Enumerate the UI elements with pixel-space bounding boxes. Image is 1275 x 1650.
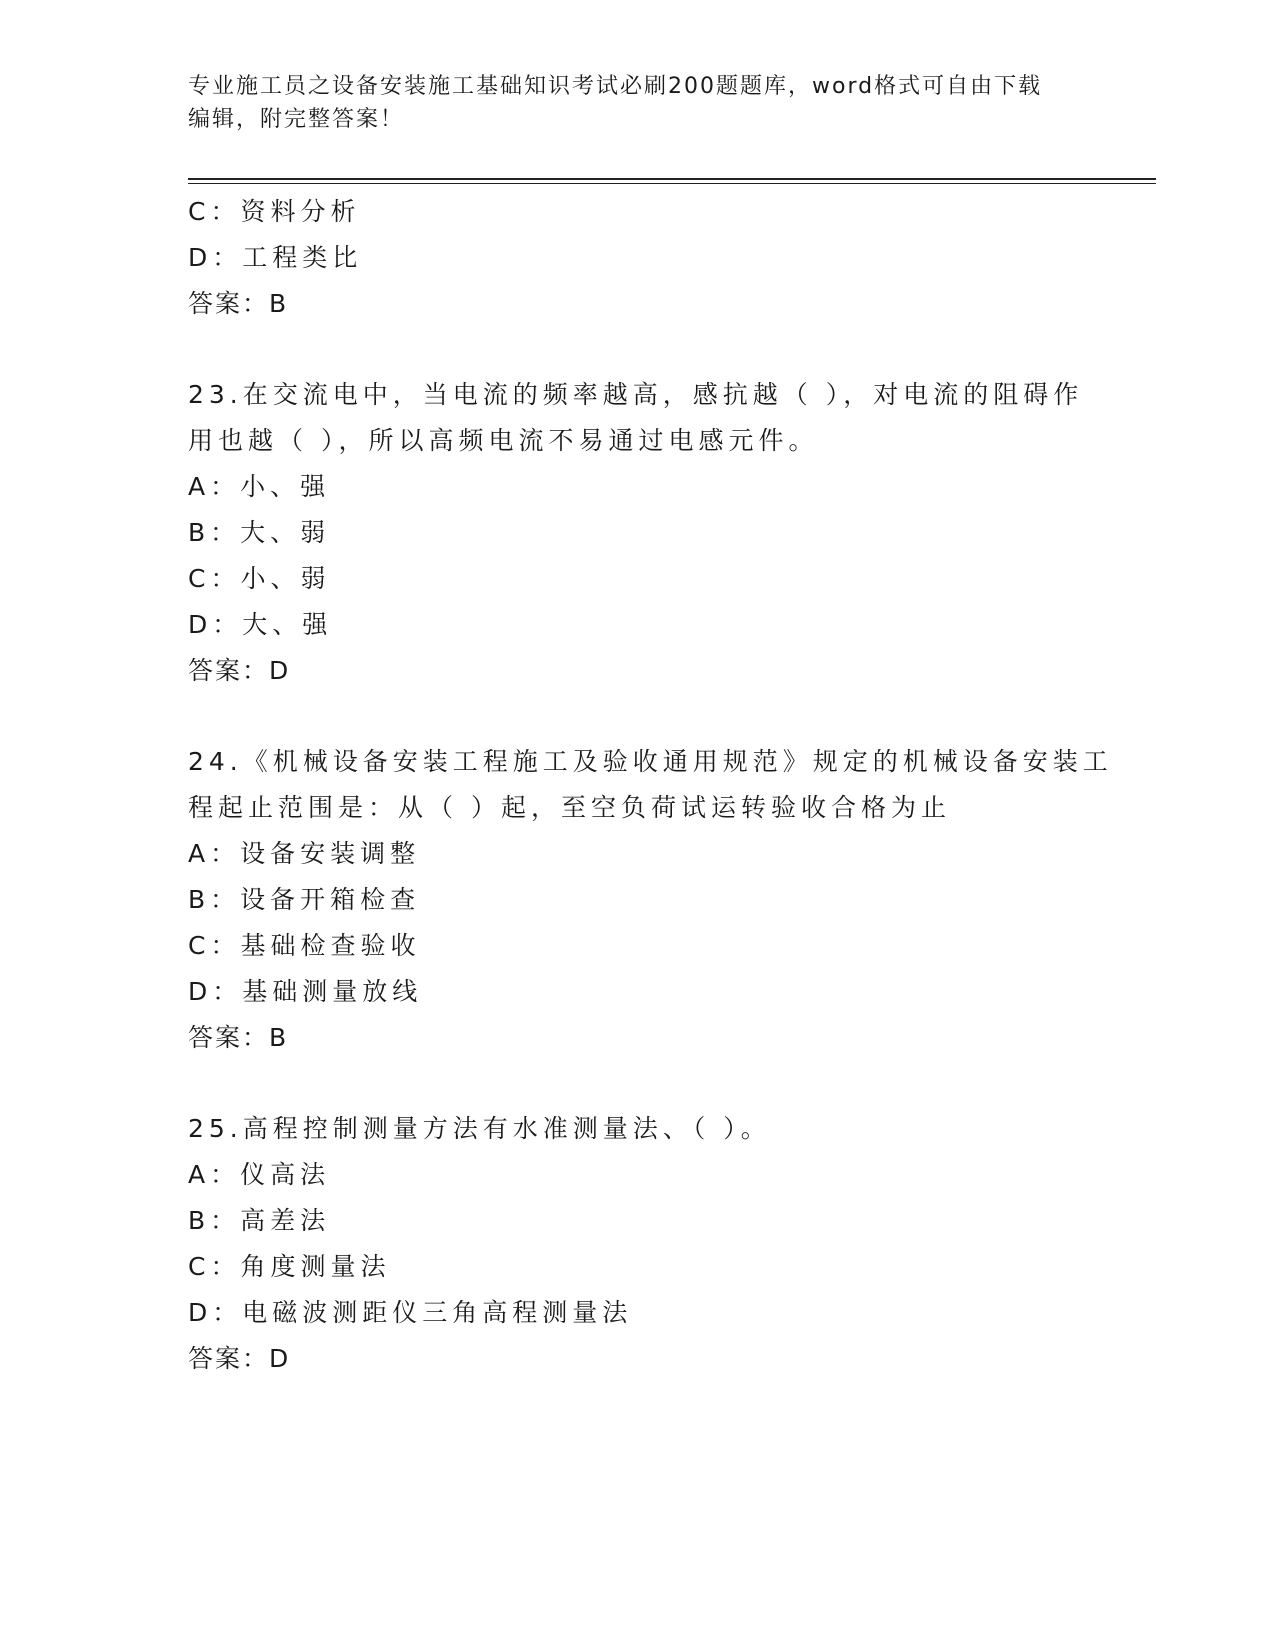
option-c: C：资料分析 bbox=[188, 197, 361, 226]
page-header bbox=[188, 70, 1088, 136]
question-text-line: 23.在交流电中，当电流的频率越高，感抗越（ ），对电流的阻碍作 bbox=[188, 380, 1084, 409]
option-a: A：仪高法 bbox=[188, 1160, 331, 1189]
question-25 bbox=[188, 1106, 1108, 1382]
option-a: A：小、强 bbox=[188, 472, 331, 501]
answer-line: 答案：B bbox=[188, 289, 289, 318]
option-c: C：小、弱 bbox=[188, 564, 331, 593]
answer-line: 答案：D bbox=[188, 656, 291, 685]
option-a: A：设备安装调整 bbox=[188, 839, 421, 868]
header-title-line-2: 编辑，附完整答案！ bbox=[188, 107, 405, 132]
question-23 bbox=[188, 372, 1108, 694]
document-body bbox=[188, 189, 1113, 1382]
answer-line: 答案：D bbox=[188, 1344, 291, 1373]
option-b: B：设备开箱检查 bbox=[188, 885, 421, 914]
option-b: B：高差法 bbox=[188, 1206, 331, 1235]
question-24 bbox=[188, 739, 1113, 1061]
question-text-line: 程起止范围是：从（ ）起，至空负荷试运转验收合格为止 bbox=[188, 793, 951, 822]
header-divider-thick bbox=[188, 178, 1156, 180]
header-divider-thin bbox=[188, 183, 1156, 184]
option-d: D：基础测量放线 bbox=[188, 977, 423, 1006]
question-text-line: 用也越（ ），所以高频电流不易通过电感元件。 bbox=[188, 426, 819, 455]
answer-line: 答案：B bbox=[188, 1023, 289, 1052]
question-text-line: 25.高程控制测量方法有水准测量法、（ ）。 bbox=[188, 1114, 771, 1143]
option-b: B：大、弱 bbox=[188, 518, 331, 547]
question-text-line: 24.《机械设备安装工程施工及验收通用规范》规定的机械设备安装工 bbox=[188, 747, 1113, 776]
option-d: D：工程类比 bbox=[188, 243, 363, 272]
option-d: D：大、强 bbox=[188, 610, 333, 639]
question-22-continued bbox=[188, 189, 1108, 327]
header-title-line-1: 专业施工员之设备安装施工基础知识考试必刷200题题库，word格式可自由下载 bbox=[188, 74, 1043, 99]
option-c: C：基础检查验收 bbox=[188, 931, 421, 960]
option-c: C：角度测量法 bbox=[188, 1252, 391, 1281]
option-d: D：电磁波测距仪三角高程测量法 bbox=[188, 1298, 633, 1327]
